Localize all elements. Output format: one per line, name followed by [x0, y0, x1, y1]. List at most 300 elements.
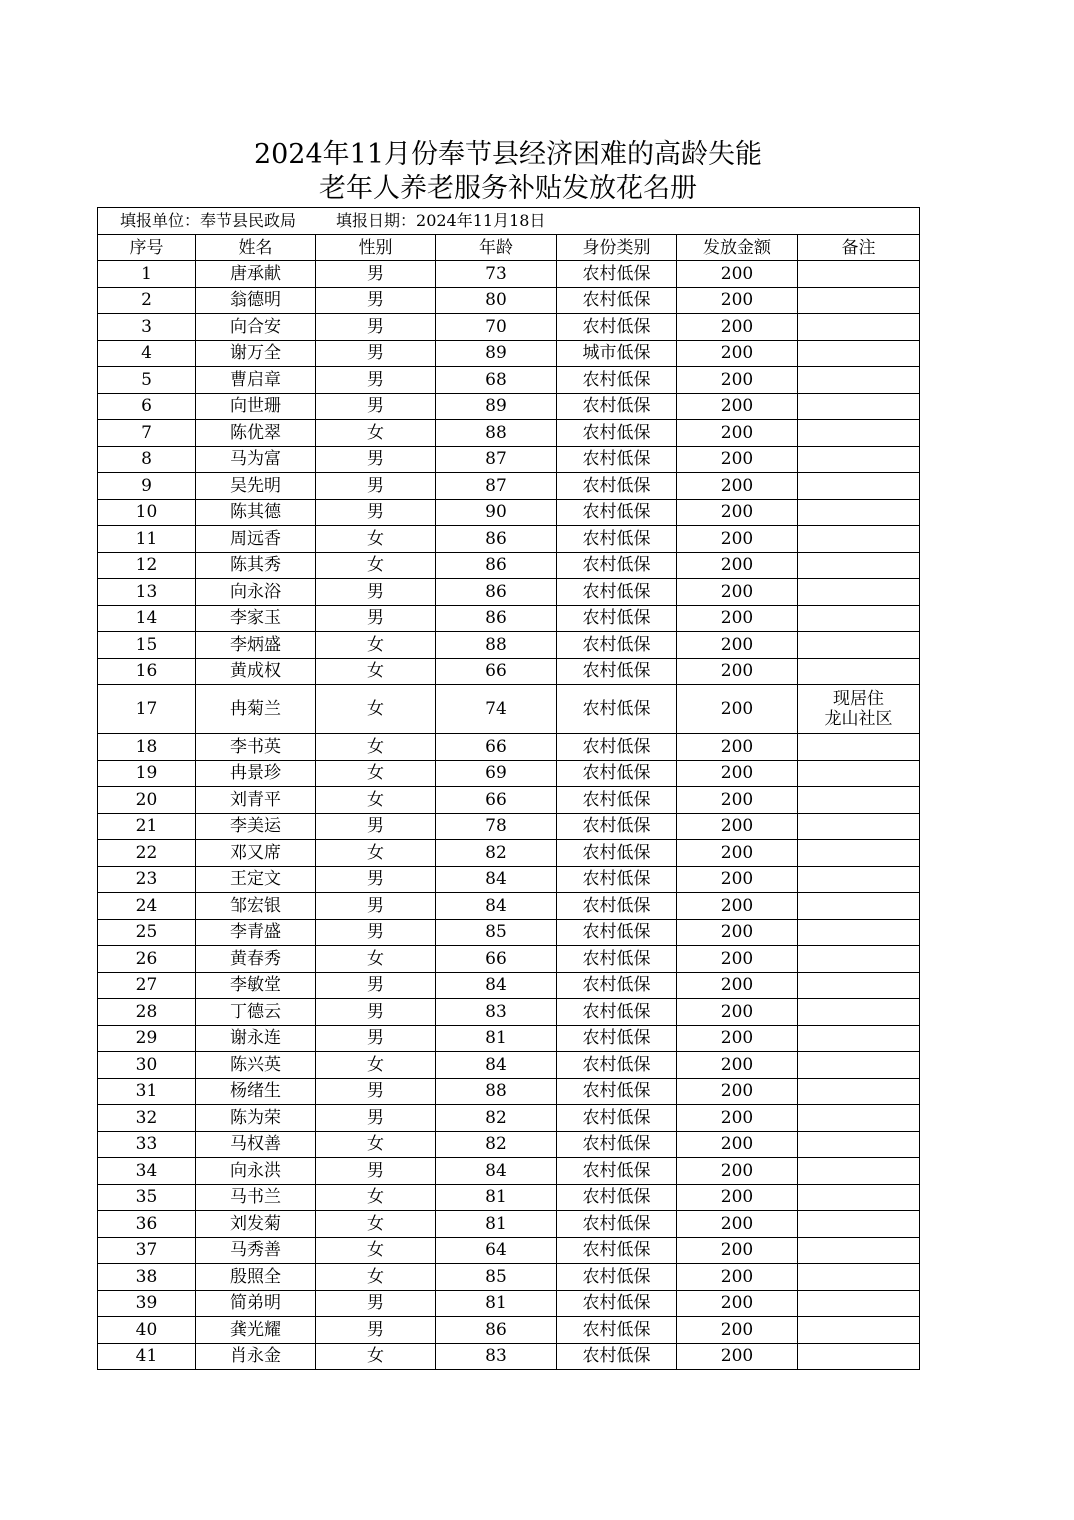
cell-amount: 200 — [677, 787, 798, 814]
cell-category: 农村低保 — [557, 1317, 677, 1344]
cell-category: 农村低保 — [557, 1131, 677, 1158]
cell-name: 肖永金 — [196, 1343, 316, 1370]
cell-name: 陈优翠 — [196, 420, 316, 447]
cell-name: 陈其秀 — [196, 552, 316, 579]
cell-gender: 男 — [316, 813, 436, 840]
cell-note — [798, 1211, 920, 1238]
cell-category: 农村低保 — [557, 314, 677, 341]
cell-age: 85 — [436, 1264, 557, 1291]
cell-age: 88 — [436, 632, 557, 659]
cell-name: 龚光耀 — [196, 1317, 316, 1344]
cell-category: 农村低保 — [557, 972, 677, 999]
cell-note — [798, 658, 920, 685]
cell-amount: 200 — [677, 866, 798, 893]
cell-note — [798, 579, 920, 606]
cell-category: 农村低保 — [557, 499, 677, 526]
cell-category: 农村低保 — [557, 658, 677, 685]
cell-category: 农村低保 — [557, 605, 677, 632]
cell-age: 64 — [436, 1237, 557, 1264]
cell-gender: 女 — [316, 787, 436, 814]
cell-name: 李炳盛 — [196, 632, 316, 659]
cell-amount: 200 — [677, 1158, 798, 1185]
fill-unit: 填报单位：奉节县民政局 — [120, 211, 297, 230]
cell-name: 向世珊 — [196, 393, 316, 420]
cell-gender: 女 — [316, 685, 436, 734]
cell-gender: 女 — [316, 734, 436, 761]
cell-category: 农村低保 — [557, 526, 677, 553]
cell-amount: 200 — [677, 552, 798, 579]
cell-no: 3 — [98, 314, 196, 341]
table-row — [98, 760, 920, 787]
cell-amount: 200 — [677, 261, 798, 288]
cell-age: 87 — [436, 473, 557, 500]
cell-category: 农村低保 — [557, 393, 677, 420]
cell-gender: 男 — [316, 919, 436, 946]
cell-no: 14 — [98, 605, 196, 632]
cell-amount: 200 — [677, 420, 798, 447]
cell-age: 82 — [436, 840, 557, 867]
cell-name: 谢万全 — [196, 340, 316, 367]
table-row — [98, 1052, 920, 1079]
cell-amount: 200 — [677, 393, 798, 420]
cell-category: 农村低保 — [557, 999, 677, 1026]
cell-no: 28 — [98, 999, 196, 1026]
cell-amount: 200 — [677, 760, 798, 787]
table-row — [98, 314, 920, 341]
cell-no: 30 — [98, 1052, 196, 1079]
table-row — [98, 393, 920, 420]
table-row — [98, 1343, 920, 1370]
info-cell — [98, 208, 920, 235]
cell-amount: 200 — [677, 1105, 798, 1132]
cell-name: 冉菊兰 — [196, 685, 316, 734]
cell-no: 29 — [98, 1025, 196, 1052]
cell-age: 66 — [436, 787, 557, 814]
table-row — [98, 605, 920, 632]
cell-gender: 女 — [316, 1237, 436, 1264]
cell-name: 曹启章 — [196, 367, 316, 394]
cell-gender: 男 — [316, 314, 436, 341]
cell-amount: 200 — [677, 734, 798, 761]
cell-category: 农村低保 — [557, 287, 677, 314]
cell-age: 89 — [436, 340, 557, 367]
cell-name: 刘青平 — [196, 787, 316, 814]
cell-gender: 女 — [316, 1264, 436, 1291]
cell-note — [798, 1131, 920, 1158]
cell-category: 农村低保 — [557, 579, 677, 606]
cell-category: 农村低保 — [557, 552, 677, 579]
subsidy-roster-table — [97, 207, 920, 1370]
cell-note — [798, 1025, 920, 1052]
cell-age: 84 — [436, 1158, 557, 1185]
cell-no: 7 — [98, 420, 196, 447]
cell-amount: 200 — [677, 1052, 798, 1079]
cell-name: 邓又席 — [196, 840, 316, 867]
cell-name: 李家玉 — [196, 605, 316, 632]
cell-amount: 200 — [677, 1025, 798, 1052]
cell-no: 21 — [98, 813, 196, 840]
cell-age: 84 — [436, 972, 557, 999]
cell-category: 城市低保 — [557, 340, 677, 367]
cell-note — [798, 552, 920, 579]
cell-no: 25 — [98, 919, 196, 946]
cell-no: 32 — [98, 1105, 196, 1132]
cell-gender: 男 — [316, 1158, 436, 1185]
cell-age: 86 — [436, 552, 557, 579]
cell-note — [798, 632, 920, 659]
cell-note — [798, 866, 920, 893]
cell-note — [798, 393, 920, 420]
cell-age: 87 — [436, 446, 557, 473]
table-row — [98, 1158, 920, 1185]
cell-age: 84 — [436, 893, 557, 920]
cell-category: 农村低保 — [557, 473, 677, 500]
cell-gender: 男 — [316, 261, 436, 288]
col-header-no: 序号 — [98, 235, 196, 261]
cell-gender: 男 — [316, 446, 436, 473]
col-header-name: 姓名 — [196, 235, 316, 261]
cell-gender: 男 — [316, 1290, 436, 1317]
cell-no: 4 — [98, 340, 196, 367]
cell-no: 24 — [98, 893, 196, 920]
cell-age: 73 — [436, 261, 557, 288]
table-row — [98, 367, 920, 394]
cell-gender: 女 — [316, 840, 436, 867]
cell-note — [798, 261, 920, 288]
cell-category: 农村低保 — [557, 946, 677, 973]
cell-age: 86 — [436, 526, 557, 553]
table-row — [98, 1131, 920, 1158]
cell-category: 农村低保 — [557, 261, 677, 288]
cell-note — [798, 1290, 920, 1317]
cell-name: 唐承献 — [196, 261, 316, 288]
cell-age: 90 — [436, 499, 557, 526]
cell-note — [798, 734, 920, 761]
cell-no: 36 — [98, 1211, 196, 1238]
cell-no: 23 — [98, 866, 196, 893]
cell-note — [798, 813, 920, 840]
cell-amount: 200 — [677, 658, 798, 685]
cell-name: 向永浴 — [196, 579, 316, 606]
col-header-gender: 性别 — [316, 235, 436, 261]
cell-category: 农村低保 — [557, 1025, 677, 1052]
cell-amount: 200 — [677, 1131, 798, 1158]
cell-age: 68 — [436, 367, 557, 394]
cell-gender: 男 — [316, 866, 436, 893]
cell-amount: 200 — [677, 813, 798, 840]
cell-gender: 男 — [316, 999, 436, 1026]
cell-no: 18 — [98, 734, 196, 761]
cell-age: 82 — [436, 1105, 557, 1132]
cell-no: 8 — [98, 446, 196, 473]
cell-no: 27 — [98, 972, 196, 999]
cell-note — [798, 420, 920, 447]
cell-note — [798, 1052, 920, 1079]
cell-name: 陈其德 — [196, 499, 316, 526]
cell-note — [798, 1078, 920, 1105]
header-row — [98, 235, 920, 261]
cell-category: 农村低保 — [557, 446, 677, 473]
cell-no: 6 — [98, 393, 196, 420]
cell-name: 李青盛 — [196, 919, 316, 946]
table-row — [98, 946, 920, 973]
cell-amount: 200 — [677, 632, 798, 659]
cell-note — [798, 1317, 920, 1344]
cell-amount: 200 — [677, 893, 798, 920]
cell-name: 杨绪生 — [196, 1078, 316, 1105]
cell-note — [798, 946, 920, 973]
cell-no: 38 — [98, 1264, 196, 1291]
cell-name: 马为富 — [196, 446, 316, 473]
cell-age: 86 — [436, 605, 557, 632]
cell-age: 85 — [436, 919, 557, 946]
cell-category: 农村低保 — [557, 866, 677, 893]
cell-age: 88 — [436, 1078, 557, 1105]
cell-amount: 200 — [677, 314, 798, 341]
table-row — [98, 734, 920, 761]
table-row — [98, 658, 920, 685]
cell-note — [798, 287, 920, 314]
cell-name: 邹宏银 — [196, 893, 316, 920]
table-row — [98, 420, 920, 447]
cell-category: 农村低保 — [557, 919, 677, 946]
cell-gender: 男 — [316, 972, 436, 999]
cell-category: 农村低保 — [557, 893, 677, 920]
cell-gender: 男 — [316, 473, 436, 500]
cell-amount: 200 — [677, 1317, 798, 1344]
table-row — [98, 1290, 920, 1317]
table-row — [98, 340, 920, 367]
cell-age: 70 — [436, 314, 557, 341]
cell-category: 农村低保 — [557, 787, 677, 814]
cell-no: 22 — [98, 840, 196, 867]
cell-no: 12 — [98, 552, 196, 579]
cell-gender: 男 — [316, 367, 436, 394]
cell-age: 81 — [436, 1290, 557, 1317]
cell-no: 16 — [98, 658, 196, 685]
cell-note — [798, 473, 920, 500]
cell-age: 84 — [436, 1052, 557, 1079]
cell-amount: 200 — [677, 340, 798, 367]
cell-category: 农村低保 — [557, 1052, 677, 1079]
cell-amount: 200 — [677, 919, 798, 946]
cell-age: 80 — [436, 287, 557, 314]
table-row — [98, 1317, 920, 1344]
cell-no: 20 — [98, 787, 196, 814]
note-line: 龙山社区 — [824, 709, 893, 729]
cell-amount: 200 — [677, 840, 798, 867]
cell-amount: 200 — [677, 1078, 798, 1105]
cell-gender: 女 — [316, 658, 436, 685]
cell-gender: 男 — [316, 1078, 436, 1105]
document-title-line1: 2024年11月份奉节县经济困难的高龄失能 — [253, 139, 763, 170]
table-row — [98, 1078, 920, 1105]
cell-name: 马书兰 — [196, 1184, 316, 1211]
cell-gender: 男 — [316, 1317, 436, 1344]
table-row — [98, 1237, 920, 1264]
table-row — [98, 813, 920, 840]
cell-category: 农村低保 — [557, 1290, 677, 1317]
cell-name: 马权善 — [196, 1131, 316, 1158]
cell-gender: 女 — [316, 1343, 436, 1370]
cell-gender: 男 — [316, 340, 436, 367]
cell-gender: 男 — [316, 499, 436, 526]
cell-amount: 200 — [677, 685, 798, 734]
table-row — [98, 1105, 920, 1132]
cell-name: 李敏堂 — [196, 972, 316, 999]
cell-note — [798, 526, 920, 553]
cell-gender: 男 — [316, 1025, 436, 1052]
cell-name: 向合安 — [196, 314, 316, 341]
cell-age: 81 — [436, 1211, 557, 1238]
cell-amount: 200 — [677, 1264, 798, 1291]
cell-no: 33 — [98, 1131, 196, 1158]
cell-note — [798, 340, 920, 367]
cell-category: 农村低保 — [557, 1343, 677, 1370]
cell-amount: 200 — [677, 526, 798, 553]
cell-no: 9 — [98, 473, 196, 500]
col-header-category: 身份类别 — [557, 235, 677, 261]
cell-note — [798, 685, 920, 734]
cell-amount: 200 — [677, 1290, 798, 1317]
table-row — [98, 1184, 920, 1211]
cell-amount: 200 — [677, 946, 798, 973]
cell-age: 69 — [436, 760, 557, 787]
cell-age: 89 — [436, 393, 557, 420]
cell-category: 农村低保 — [557, 685, 677, 734]
cell-name: 陈兴英 — [196, 1052, 316, 1079]
cell-no: 41 — [98, 1343, 196, 1370]
cell-note — [798, 367, 920, 394]
cell-note — [798, 893, 920, 920]
cell-gender: 女 — [316, 526, 436, 553]
cell-amount: 200 — [677, 446, 798, 473]
cell-no: 39 — [98, 1290, 196, 1317]
cell-gender: 女 — [316, 1211, 436, 1238]
table-row — [98, 287, 920, 314]
cell-name: 马秀善 — [196, 1237, 316, 1264]
cell-age: 88 — [436, 420, 557, 447]
col-header-note: 备注 — [798, 235, 920, 261]
cell-amount: 200 — [677, 1237, 798, 1264]
cell-age: 83 — [436, 1343, 557, 1370]
cell-note — [798, 1237, 920, 1264]
cell-category: 农村低保 — [557, 1264, 677, 1291]
cell-amount: 200 — [677, 367, 798, 394]
document-title-line2: 老年人养老服务补贴发放花名册 — [319, 173, 697, 204]
cell-gender: 男 — [316, 605, 436, 632]
table-row — [98, 1211, 920, 1238]
cell-name: 黄成权 — [196, 658, 316, 685]
table-row — [98, 893, 920, 920]
cell-category: 农村低保 — [557, 1078, 677, 1105]
cell-no: 34 — [98, 1158, 196, 1185]
cell-gender: 男 — [316, 579, 436, 606]
cell-age: 82 — [436, 1131, 557, 1158]
cell-note — [798, 446, 920, 473]
cell-no: 35 — [98, 1184, 196, 1211]
cell-note — [798, 919, 920, 946]
table-row — [98, 919, 920, 946]
cell-no: 11 — [98, 526, 196, 553]
cell-name: 向永洪 — [196, 1158, 316, 1185]
cell-category: 农村低保 — [557, 1237, 677, 1264]
cell-gender: 男 — [316, 893, 436, 920]
cell-note — [798, 1184, 920, 1211]
cell-note — [798, 314, 920, 341]
cell-name: 吴先明 — [196, 473, 316, 500]
cell-age: 83 — [436, 999, 557, 1026]
cell-note — [798, 760, 920, 787]
fill-date: 填报日期：2024年11月18日 — [336, 211, 546, 230]
table-row — [98, 526, 920, 553]
table-row — [98, 261, 920, 288]
cell-gender: 女 — [316, 632, 436, 659]
cell-no: 26 — [98, 946, 196, 973]
cell-amount: 200 — [677, 473, 798, 500]
table-row — [98, 1025, 920, 1052]
cell-note — [798, 1343, 920, 1370]
col-header-age: 年龄 — [436, 235, 557, 261]
cell-note — [798, 605, 920, 632]
cell-age: 66 — [436, 946, 557, 973]
cell-amount: 200 — [677, 605, 798, 632]
cell-category: 农村低保 — [557, 813, 677, 840]
table-row — [98, 999, 920, 1026]
cell-gender: 女 — [316, 760, 436, 787]
cell-amount: 200 — [677, 1211, 798, 1238]
cell-age: 78 — [436, 813, 557, 840]
cell-name: 丁德云 — [196, 999, 316, 1026]
cell-gender: 男 — [316, 393, 436, 420]
cell-amount: 200 — [677, 1184, 798, 1211]
cell-gender: 女 — [316, 1184, 436, 1211]
cell-amount: 200 — [677, 579, 798, 606]
cell-name: 谢永连 — [196, 1025, 316, 1052]
table-row — [98, 685, 920, 734]
cell-category: 农村低保 — [557, 632, 677, 659]
cell-age: 81 — [436, 1184, 557, 1211]
cell-category: 农村低保 — [557, 1158, 677, 1185]
cell-name: 殷照全 — [196, 1264, 316, 1291]
table-row — [98, 499, 920, 526]
cell-name: 冉景珍 — [196, 760, 316, 787]
table-row — [98, 840, 920, 867]
cell-age: 86 — [436, 1317, 557, 1344]
cell-amount: 200 — [677, 972, 798, 999]
table-row — [98, 1264, 920, 1291]
cell-no: 31 — [98, 1078, 196, 1105]
cell-note — [798, 1158, 920, 1185]
cell-note — [798, 1105, 920, 1132]
cell-no: 5 — [98, 367, 196, 394]
cell-note — [798, 999, 920, 1026]
cell-category: 农村低保 — [557, 734, 677, 761]
cell-age: 66 — [436, 734, 557, 761]
table-row — [98, 632, 920, 659]
cell-name: 简弟明 — [196, 1290, 316, 1317]
cell-name: 陈为荣 — [196, 1105, 316, 1132]
cell-no: 15 — [98, 632, 196, 659]
cell-gender: 男 — [316, 287, 436, 314]
cell-no: 13 — [98, 579, 196, 606]
cell-note — [798, 972, 920, 999]
cell-note — [798, 787, 920, 814]
cell-category: 农村低保 — [557, 1105, 677, 1132]
cell-category: 农村低保 — [557, 760, 677, 787]
cell-age: 74 — [436, 685, 557, 734]
cell-no: 1 — [98, 261, 196, 288]
